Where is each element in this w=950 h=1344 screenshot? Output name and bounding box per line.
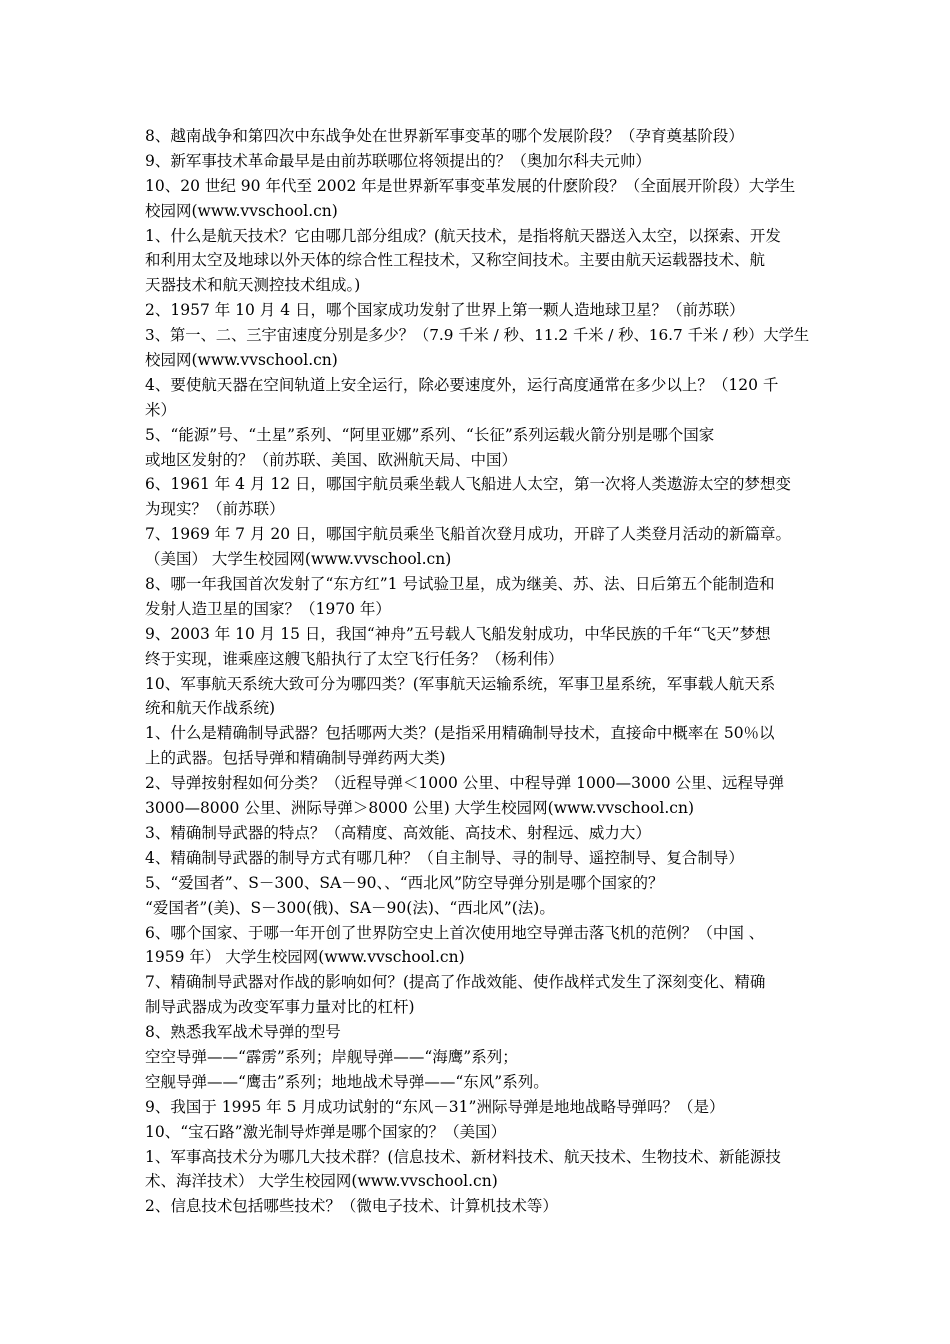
text-line: 天器技术和航天测控技术组成。) (145, 276, 361, 295)
text-line: 1、什么是精确制导武器？包括哪两大类？(是指采用精确制导技术，直接命中概率在 50％以 (145, 724, 775, 743)
text-line: 6、1961 年 4 月 12 日，哪国宇航员乘坐载人飞船进人太空，第一次将人类遨游太空的梦想变 (145, 475, 792, 494)
text-line: 校园网(www.vvschool.cn) (145, 201, 338, 220)
text-line: 空空导弹——“霹雳”系列；岸舰导弹——“海鹰”系列； (145, 1047, 518, 1066)
text-line: 7、精确制导武器对作战的影响如何？(提高了作战效能、使作战样式发生了深刻变化、精确 (145, 973, 766, 992)
text-line: 7、1969 年 7 月 20 日，哪国宇航员乘坐飞船首次登月成功，开辟了人类登月活动的新篇章。 (145, 525, 792, 544)
document-body (145, 124, 810, 1219)
text-line: 校园网(www.vvschool.cn) (145, 351, 338, 370)
text-line: 1、什么是航天技术？它由哪几部分组成？(航天技术，是指将航天器送入太空，以探索、开发 (145, 226, 781, 245)
text-line: 8、哪一年我国首次发射了“东方红”1 号试验卫星，成为继美、苏、法、日后第五个能制造和 (145, 575, 775, 594)
text-line: 统和航天作战系统) (145, 699, 276, 718)
text-line: 4、精确制导武器的制导方式有哪几种？（自主制导、寻的制导、遥控制导、复合制导） (145, 848, 744, 867)
text-line: “爱国者”(美)、S－300(俄)、SA－90(法)、“西北风”(法)。 (145, 898, 555, 917)
text-line: 和利用太空及地球以外天体的综合性工程技术，又称空间技术。主要由航天运载器技术、航 (145, 251, 766, 270)
text-line: 1959 年） 大学生校园网(www.vvschool.cn) (145, 948, 465, 967)
text-line: 2、信息技术包括哪些技术？（微电子技术、计算机技术等） (145, 1197, 558, 1216)
text-line: 9、我国于 1995 年 5 月成功试射的“东风－31”洲际导弹是地地战略导弹吗？（是） (145, 1097, 725, 1116)
text-line: 4、要使航天器在空间轨道上安全运行，除必要速度外，运行高度通常在多少以上？（120 千 (145, 375, 779, 394)
text-line: 10、20 世纪 90 年代至 2002 年是世界新军事变革发展的什麽阶段？（全面展开阶段）大学生 (145, 176, 796, 195)
text-line: 术、海洋技术） 大学生校园网(www.vvschool.cn) (145, 1172, 498, 1191)
text-line: 5、“爱国者”、S－300、SA－90、、“西北风”防空导弹分别是哪个国家的？ (145, 873, 664, 892)
text-line: 9、2003 年 10 月 15 日，我国“神舟”五号载人飞船发射成功，中华民族的千年“飞天”梦想 (145, 624, 771, 643)
text-line: 3、精确制导武器的特点？（高精度、高效能、高技术、射程远、威力大） (145, 823, 651, 842)
text-line: 5、“能源”号、“土星”系列、“阿里亚娜”系列、“长征”系列运载火箭分别是哪个国家 (145, 425, 715, 444)
text-line: 8、越南战争和第四次中东战争处在世界新军事变革的哪个发展阶段？（孕育奠基阶段） (145, 127, 744, 145)
text-line: 终于实现，谁乘座这艘飞船执行了太空飞行任务？（杨利伟） (145, 649, 564, 668)
text-line: 为现实？（前苏联） (145, 500, 285, 519)
text-line: 米） (145, 400, 177, 419)
text-line: 9、新军事技术革命最早是由前苏联哪位将领提出的？（奥加尔科夫元帅） (145, 151, 651, 170)
text-line: 3000—8000 公里、洲际导弹＞8000 公里) 大学生校园网(www.vvschool.cn) (145, 799, 694, 818)
text-line: 上的武器。包括导弹和精确制导弹药两大类) (145, 749, 446, 768)
text-line: 1、军事高技术分为哪几大技术群？(信息技术、新材料技术、航天技术、生物技术、新能源技 (145, 1147, 781, 1166)
text-line: 8、熟悉我军战术导弹的型号 (145, 1023, 341, 1042)
text-line: 10、军事航天系统大致可分为哪四类？(军事航天运输系统，军事卫星系统，军事载人航天系 (145, 674, 776, 693)
text-line: 空舰导弹——“鹰击”系列；地地战术导弹——“东风”系列。 (145, 1072, 549, 1091)
text-line: 发射人造卫星的国家？（1970 年） (145, 599, 391, 618)
text-line: 3、第一、二、三宇宙速度分别是多少？（7.9 千米 / 秒、11.2 千米 / 秒、16.7 千米 / 秒）大学生 (145, 326, 810, 345)
text-line: 制导武器成为改变军事力量对比的杠杆) (145, 998, 415, 1017)
text-line: 或地区发射的？（前苏联、美国、欧洲航天局、中国） (145, 450, 518, 469)
text-line: 2、导弹按射程如何分类？（近程导弹＜1000 公里、中程导弹 1000—3000 公里、远程导弹 (145, 774, 784, 793)
text-line: 10、“宝石路”激光制导炸弹是哪个国家的？（美国） (145, 1122, 507, 1141)
text-line: 6、哪个国家、于哪一年开创了世界防空史上首次使用地空导弹击落飞机的范例？（中国 、 (145, 923, 765, 942)
text-line: （美国） 大学生校园网(www.vvschool.cn) (145, 550, 452, 569)
text-line: 2、1957 年 10 月 4 日，哪个国家成功发射了世界上第一颗人造地球卫星？（前苏联） (145, 301, 745, 320)
